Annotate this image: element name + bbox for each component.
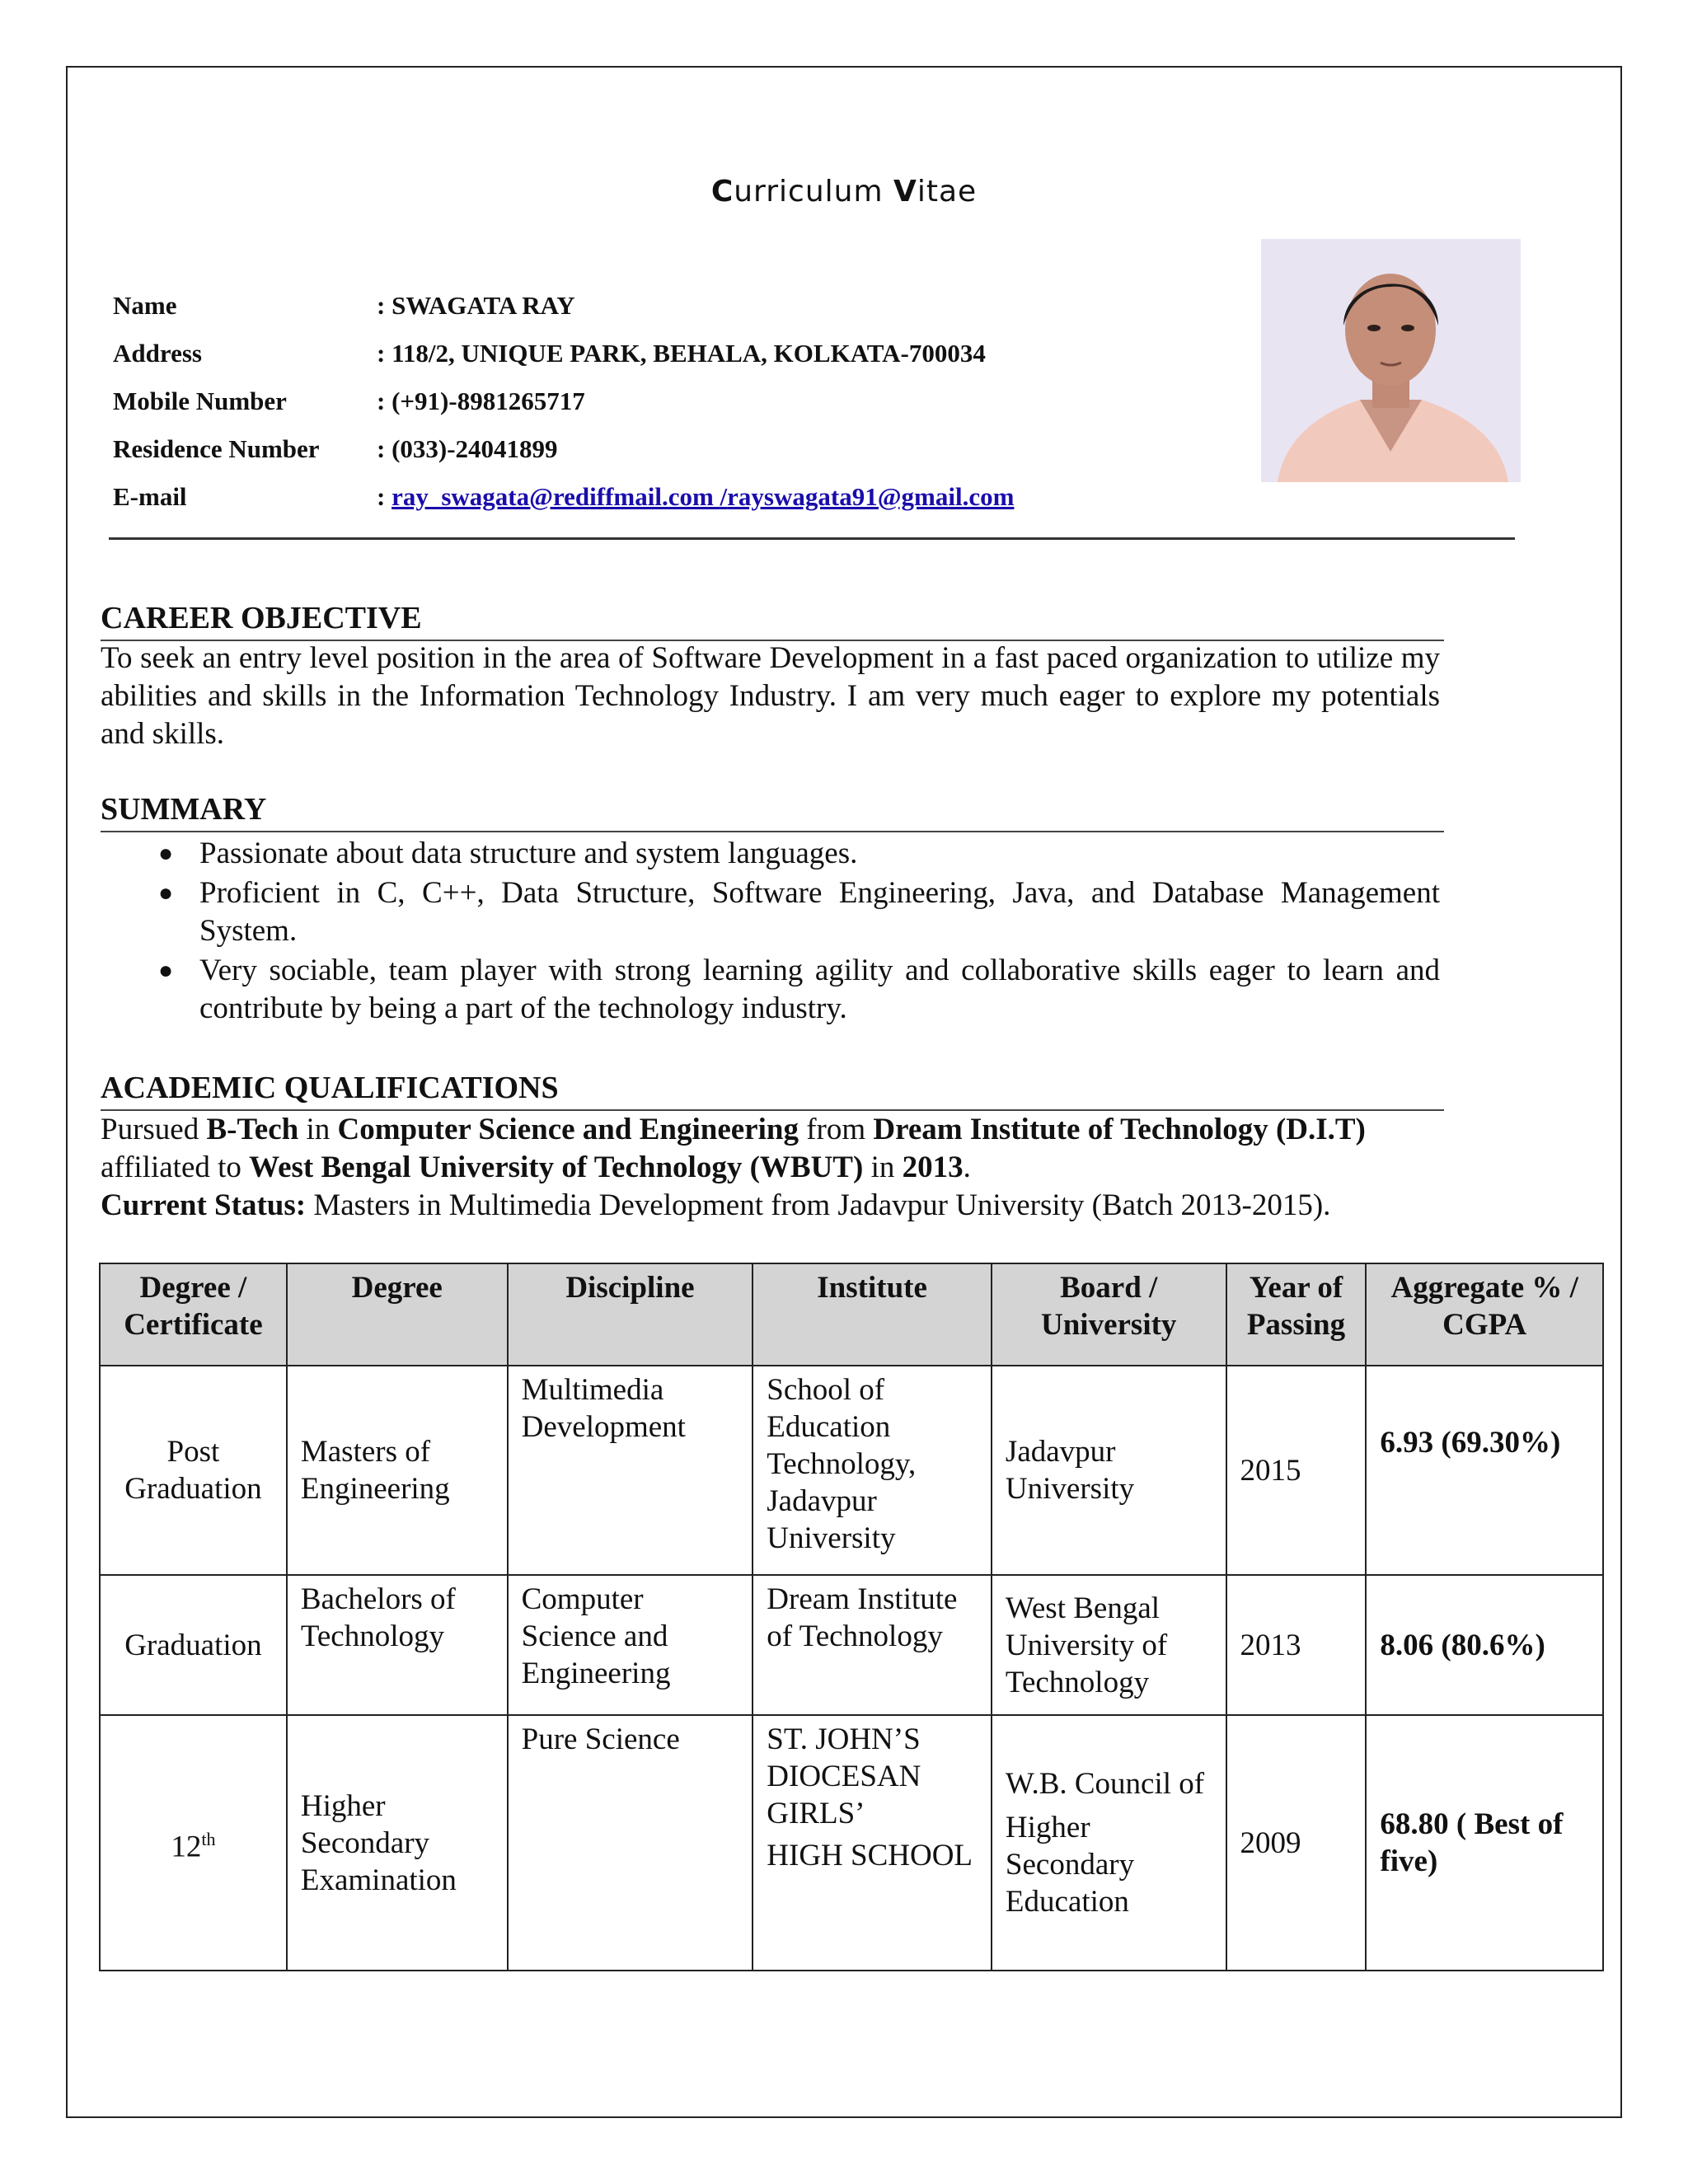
email-label: E-mail bbox=[113, 482, 187, 511]
table-header-row bbox=[100, 1263, 1603, 1366]
cell-degree: Bachelors of Technology bbox=[287, 1575, 508, 1715]
col-header-degree-certificate: Degree / Certificate bbox=[100, 1263, 287, 1366]
cell-degree: Higher Secondary Examination bbox=[287, 1715, 508, 1971]
mobile-label: Mobile Number bbox=[113, 387, 287, 415]
cell-aggregate: 68.80 ( Best of five) bbox=[1366, 1715, 1603, 1971]
cell-level: 12th bbox=[100, 1715, 287, 1971]
mobile-value: : (+91)-8981265717 bbox=[377, 387, 585, 415]
name-row bbox=[113, 282, 1014, 330]
cell-level: Post Graduation bbox=[100, 1366, 287, 1575]
address-value: : 118/2, UNIQUE PARK, BEHALA, KOLKATA-700034 bbox=[377, 339, 986, 368]
name-label: Name bbox=[113, 291, 177, 320]
summary-list bbox=[140, 835, 1440, 1029]
email-link-gmail[interactable]: rayswagata91@gmail.com bbox=[727, 482, 1015, 511]
document-title: Curriculum Vitae bbox=[710, 175, 978, 209]
col-header-aggregate: Aggregate % / CGPA bbox=[1366, 1263, 1603, 1366]
cell-year: 2015 bbox=[1226, 1366, 1367, 1575]
cell-board: Jadavpur University bbox=[992, 1366, 1226, 1575]
residence-label: Residence Number bbox=[113, 434, 320, 463]
cell-aggregate: 6.93 (69.30%) bbox=[1366, 1366, 1603, 1575]
name-value: : SWAGATA RAY bbox=[377, 291, 575, 320]
email-link-rediff[interactable]: ray_swagata@rediffmail.com bbox=[392, 482, 720, 511]
profile-photo-image bbox=[1261, 239, 1521, 482]
bullet-icon: ● bbox=[158, 840, 174, 867]
residence-value: : (033)-24041899 bbox=[377, 434, 558, 463]
table-row bbox=[100, 1715, 1603, 1971]
summary-rule bbox=[101, 831, 1444, 832]
academic-line-3: Current Status: Masters in Multimedia Development from Jadavpur University (Batch 2013-2015). bbox=[101, 1188, 1331, 1222]
cell-institute: ST. JOHN’S DIOCESAN GIRLS’ HIGH SCHOOL bbox=[753, 1715, 992, 1971]
address-row bbox=[113, 330, 1014, 377]
cell-year: 2013 bbox=[1226, 1575, 1367, 1715]
cell-aggregate: 8.06 (80.6%) bbox=[1366, 1575, 1603, 1715]
cell-institute: School of Education Technology, Jadavpur University bbox=[753, 1366, 992, 1575]
col-header-discipline: Discipline bbox=[508, 1263, 753, 1366]
qualifications-table bbox=[99, 1263, 1604, 1971]
bullet-icon: ● bbox=[158, 957, 174, 984]
mobile-row bbox=[113, 377, 1014, 425]
academic-line-2: affiliated to West Bengal University of Technology (WBUT) in 2013. bbox=[101, 1151, 971, 1184]
col-header-year: Year of Passing bbox=[1226, 1263, 1367, 1366]
cell-level: Graduation bbox=[100, 1575, 287, 1715]
col-header-institute: Institute bbox=[753, 1263, 992, 1366]
bullet-icon: ● bbox=[158, 879, 174, 907]
academic-heading: ACADEMIC QUALIFICATIONS bbox=[101, 1071, 559, 1105]
cell-board: W.B. Council of Higher Secondary Education bbox=[992, 1715, 1226, 1971]
email-row bbox=[113, 473, 1014, 521]
academic-line-1: Pursued B-Tech in Computer Science and Engineering from Dream Institute of Technology (D.I.T) bbox=[101, 1113, 1366, 1146]
profile-photo bbox=[1261, 239, 1521, 482]
career-objective-heading: CAREER OBJECTIVE bbox=[101, 601, 422, 635]
summary-item: ● Proficient in C, C++, Data Structure, Software Engineering, Java, and Database Management System. bbox=[158, 876, 1440, 948]
table-row bbox=[100, 1366, 1603, 1575]
summary-item: ● Very sociable, team player with strong learning agility and collaborative skills eager to learn and contribute by being a part of the technology industry. bbox=[158, 954, 1440, 1025]
table-row bbox=[100, 1575, 1603, 1715]
cell-degree: Masters of Engineering bbox=[287, 1366, 508, 1575]
residence-row bbox=[113, 425, 1014, 473]
address-label: Address bbox=[113, 339, 202, 368]
career-objective-text: To seek an entry level position in the area of Software Development in a fast paced organization to utilize my abilities and skills in the Information Technology Industry. I am very much eager to explore my potentials and skills. bbox=[101, 641, 1440, 751]
header-divider bbox=[109, 537, 1515, 540]
col-header-board: Board / University bbox=[992, 1263, 1226, 1366]
summary-heading: SUMMARY bbox=[101, 792, 267, 827]
email-separator: / bbox=[720, 482, 728, 511]
cell-discipline: Pure Science bbox=[508, 1715, 753, 1971]
col-header-degree: Degree bbox=[287, 1263, 508, 1366]
cell-institute: Dream Institute of Technology bbox=[753, 1575, 992, 1715]
cell-discipline: Multimedia Development bbox=[508, 1366, 753, 1575]
email-value: : ray_swagata@rediffmail.com /rayswagata91@gmail.com bbox=[377, 482, 1015, 511]
summary-item: ● Passionate about data structure and system languages. bbox=[140, 835, 1440, 873]
cell-discipline: Computer Science and Engineering bbox=[508, 1575, 753, 1715]
personal-info bbox=[113, 282, 1014, 521]
academic-text bbox=[101, 1111, 1568, 1225]
cell-board: West Bengal University of Technology bbox=[992, 1575, 1226, 1715]
cell-year: 2009 bbox=[1226, 1715, 1367, 1971]
